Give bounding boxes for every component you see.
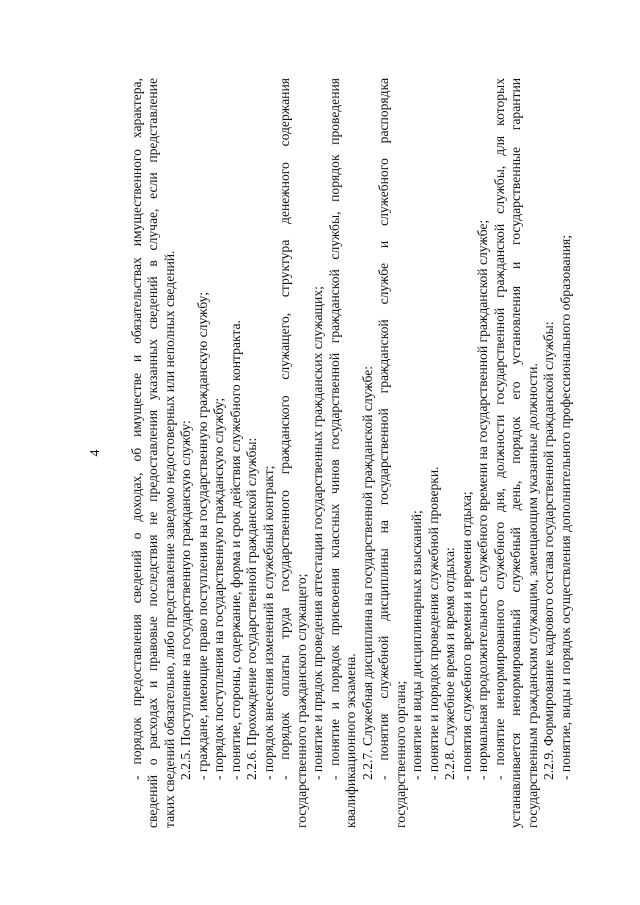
text-line: - порядок поступления на государственную гражданскую службу;: [211, 397, 226, 780]
text-line: сведений о расходах и правовые последствия не предоставления указанных сведений в случае, если представление: [145, 77, 160, 828]
text-line: 2.2.8. Служебное время и время отдыха:: [442, 546, 457, 780]
text-line: - понятие и порядок присвоения классных чинов государственной гражданской службы, порядок проведения: [326, 77, 342, 780]
text-line: - нормальная продолжительность служебного времени на государственной гражданской службе;: [475, 219, 490, 780]
text-line: - понятия служебной дисциплины на государственной гражданской службе и служебного распорядка: [376, 77, 391, 780]
text-line: - граждане, имеющие право поступления на государственную гражданскую службу;: [194, 291, 210, 780]
text-line: - понятие ненормированного служебного дня, должности государственной гражданской службы, для которых: [491, 77, 507, 780]
text-line: квалификационного экзамена.: [343, 652, 358, 828]
text-line: - понятие и порядок проведения служебной проверки.: [425, 465, 441, 780]
text-line: 2.2.7. Служебная дисциплина на государственной гражданской службе:: [359, 365, 375, 780]
text-line: 2.2.5. Поступление на государственную гражданскую службу:: [178, 419, 193, 780]
text-line: государственного гражданского служащего;: [293, 573, 309, 828]
page-number: 4: [88, 449, 103, 456]
text-line: таких сведений обязательно, либо представление заведомо недостоверных или неполных сведений.: [161, 250, 177, 828]
text-line: 2.2.9. Формирование кадрового состава государственной гражданской службы:: [541, 320, 556, 780]
document-body: [129, 78, 575, 828]
text-line: - порядок оплаты труда государственного гражданского служащего, структура денежного содержания: [277, 77, 292, 780]
text-line: устанавливается ненормированный служебный день, порядок его установления и государственные гарантии: [508, 77, 523, 828]
text-line: государственным гражданским служащим, замещающим указанные должности.: [524, 362, 540, 828]
text-line: - понятие и виды дисциплинарных взысканий;: [409, 509, 424, 780]
text-line: - порядок предоставления сведений о доходах, об имуществе и обязательствах имущественного характера,: [128, 77, 144, 780]
text-line: - понятие, виды и порядок осуществления дополнительного профессионального образования;: [557, 234, 573, 780]
text-line: - понятия служебного времени и времени отдыха;: [458, 490, 474, 780]
text-line: - порядок внесения изменений в служебный контракт;: [260, 465, 276, 780]
text-line: - понятие и прядок проведения аттестации государственных гражданских служащих;: [310, 285, 325, 780]
text-line: государственного органа;: [392, 680, 408, 828]
text-line: 2.2.6. Прохождение государственной гражданской службы:: [244, 437, 259, 780]
text-line: - понятие, стороны, содержание, форма и срок действия служебного контракта.: [227, 319, 243, 780]
rotated-text-block: [60, 38, 580, 868]
